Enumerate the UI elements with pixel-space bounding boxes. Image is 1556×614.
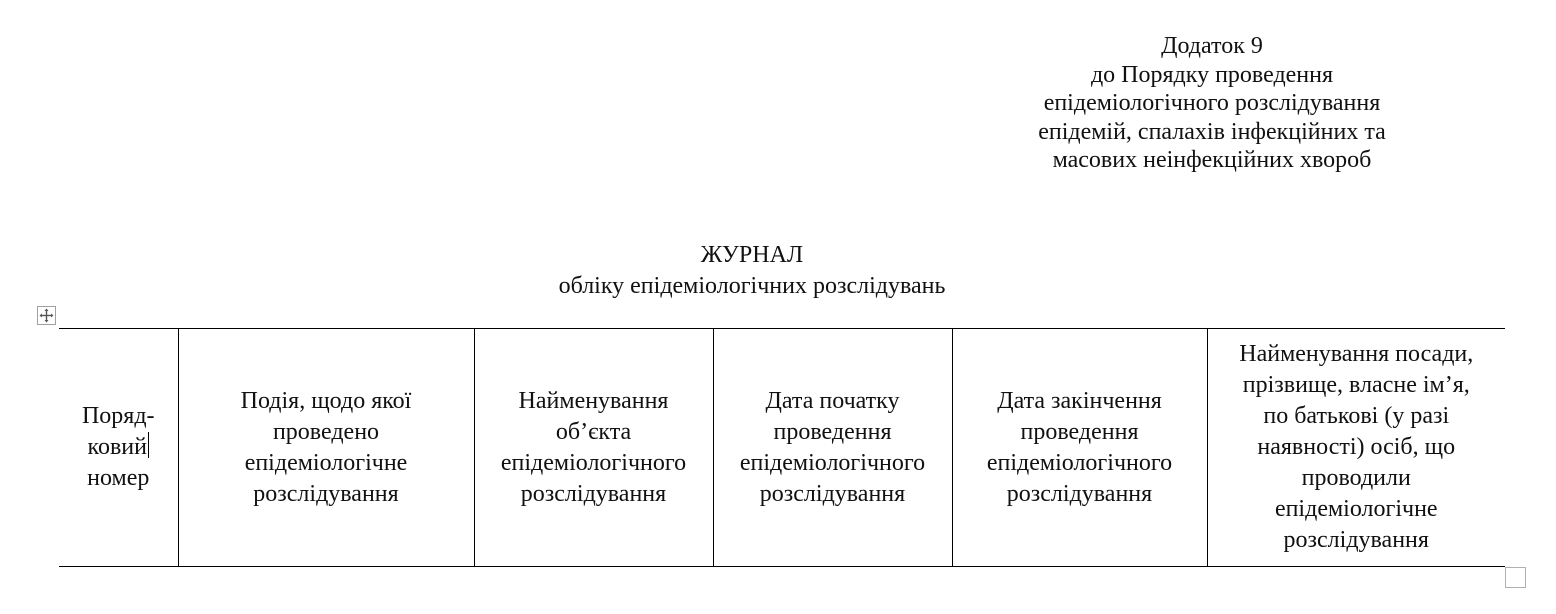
move-arrows-icon	[39, 308, 54, 323]
document-title-block	[452, 240, 1052, 302]
table-move-handle[interactable]	[37, 306, 56, 325]
journal-table	[59, 328, 1505, 567]
header-cell-start-date[interactable]: Дата початку проведення епідеміологічного розслідування	[713, 329, 952, 567]
text-cursor	[148, 432, 149, 458]
header-cell-sequence-number[interactable]: Поряд- ковий номер	[59, 329, 178, 567]
header-cell-object-name[interactable]: Найменування об’єкта епідеміологічного розслідування	[474, 329, 713, 567]
appendix-header	[990, 32, 1434, 175]
header-cell-investigators[interactable]: Найменування посади, прізвище, власне ім’я, по батькові (у разі наявності) осіб, що проводили епідеміологічне розслідування	[1207, 329, 1505, 567]
table-header-row	[59, 329, 1505, 567]
appendix-line: до Порядку проведення	[1090, 61, 1334, 88]
appendix-line: епідеміологічного розслідування	[1043, 90, 1381, 116]
appendix-line: епідемій, спалахів інфекційних та	[1038, 118, 1386, 145]
document-title: ЖУРНАЛ	[700, 242, 804, 268]
header-cell-event[interactable]: Подія, щодо якої проведено епідеміологічне розслідування	[178, 329, 474, 567]
table-resize-handle[interactable]	[1505, 567, 1526, 588]
document-subtitle: обліку епідеміологічних розслідувань	[558, 273, 946, 299]
appendix-line: Додаток 9	[1161, 33, 1263, 59]
header-cell-end-date[interactable]: Дата закінчення проведення епідеміологічного розслідування	[952, 329, 1207, 567]
appendix-line: масових неінфекційних хвороб	[1052, 147, 1372, 173]
